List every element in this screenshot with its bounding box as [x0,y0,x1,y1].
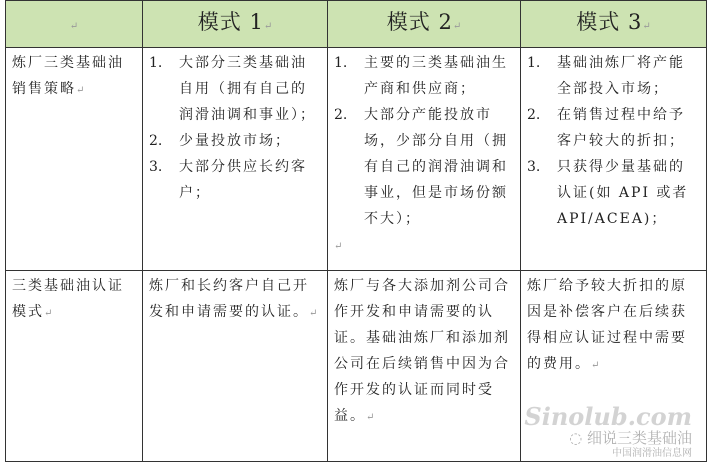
cell-mode-2: 炼厂与各大添加剂公司合作开发和申请需要的认证。基础油炼厂和添加剂公司在后续销售中因为合作开发的认证而同时受益。↵ [328,271,521,462]
cell-mode-1: 炼厂和长约客户自己开发和申请需要的认证。↵ [143,271,328,462]
header-mode-1: 模式 1↵ [143,1,328,48]
list-item: 2. 在销售过程中给予客户较大的折扣； [527,107,685,149]
watermark-account: ◌ 细说三类基础油 [569,429,692,448]
list-item: 1. 大部分三类基础油自用（拥有自己的润滑油调和事业）； [149,55,316,123]
list-item: 2. 大部分产能投放市场，少部分自用（拥有自己的润滑油调和事业，但是市场份额不大）； [334,107,508,227]
list-item: 3. 大部分供应长约客户； [149,159,307,201]
list-item: 2. 少量投放市场； [149,133,291,149]
header-mode-2: 模式 2↵ [328,1,521,48]
cell-mode-3: 炼厂给予较大折扣的原因是补偿客户在后续获得相应认证过程中需要的费用。↵ [521,271,707,462]
comparison-table [5,0,707,462]
cell-mode-2: 1. 主要的三类基础油生产商和供应商； 2. 大部分产能投放市场，少部分自用（拥有自己的润滑油调和事业，但是市场份额不大）； ↵ [328,48,521,271]
row-label: 炼厂三类基础油销售策略↵ [6,48,143,271]
table-row-certification [6,271,707,462]
list-item: 1. 主要的三类基础油生产商和供应商； [334,55,508,97]
table-row-sales-strategy [6,48,707,271]
watermark-logo: Sinolub.com [524,401,692,431]
header-corner: ↵ [6,1,143,48]
cell-mode-1 [143,48,328,271]
cell-mode-3 [521,48,707,271]
header-row [6,1,707,48]
wechat-icon: ◌ [569,429,587,448]
header-mode-3: 模式 3↵ [521,1,707,48]
watermark-site: 中国润滑油信息网 [612,447,692,459]
list-item: 1. 基础油炼厂将产能全部投入市场； [527,55,685,97]
list-item: 3. 只获得少量基础的认证(如 API 或者 API/ACEA)； [527,159,689,227]
row-label: 三类基础油认证模式↵ [6,271,143,462]
